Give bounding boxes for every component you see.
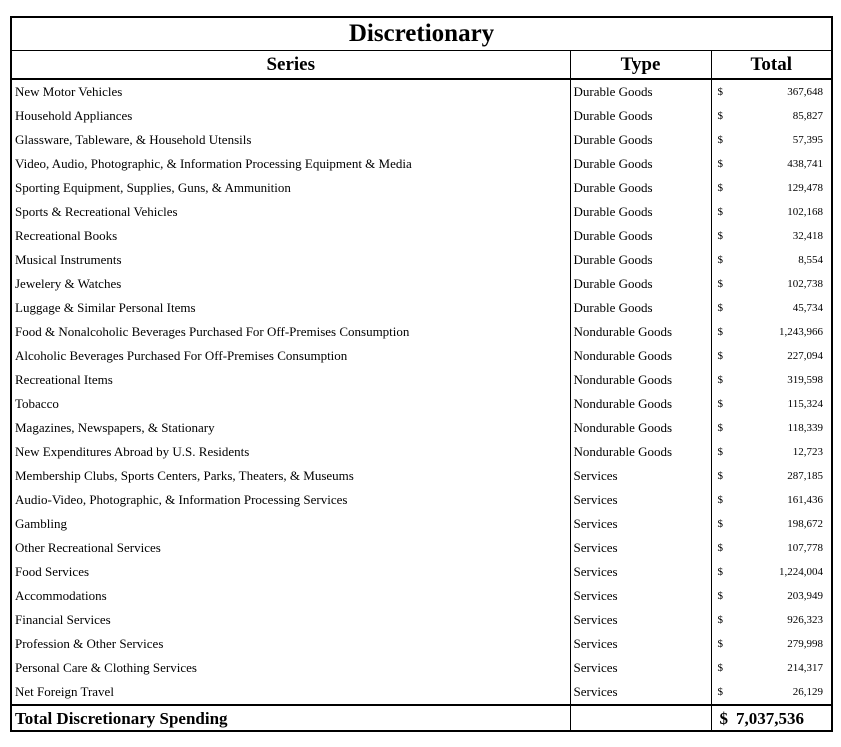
row-currency: $ [717,494,723,506]
table-row [12,536,831,560]
row-currency: $ [717,254,723,266]
table-title: Discretionary [12,18,831,51]
row-total: 319,598 [787,374,823,386]
row-series: Recreational Items [15,372,113,387]
header-total: Total [711,51,831,79]
table-row [12,320,831,344]
row-series: Musical Instruments [15,252,122,267]
row-currency: $ [717,566,723,578]
table-row [12,440,831,464]
row-total-cell [711,464,831,488]
table-row [12,392,831,416]
row-series: Personal Care & Clothing Services [15,660,197,675]
row-type: Durable Goods [570,200,711,224]
table-row [12,464,831,488]
row-type: Nondurable Goods [570,416,711,440]
table-row [12,272,831,296]
row-type: Services [570,560,711,584]
table-row [12,152,831,176]
row-total-cell [711,320,831,344]
table-body [12,79,831,705]
row-total: 161,436 [787,494,823,506]
row-series: Video, Audio, Photographic, & Information Processing Equipment & Media [15,156,412,171]
row-type: Nondurable Goods [570,440,711,464]
row-total: 107,778 [787,542,823,554]
table-row [12,680,831,705]
row-type: Durable Goods [570,128,711,152]
row-total-cell [711,272,831,296]
row-total: 85,827 [792,110,823,122]
row-currency: $ [717,686,723,698]
row-total: 1,224,004 [779,566,823,578]
table-row [12,176,831,200]
row-currency: $ [717,350,723,362]
row-total-cell [711,512,831,536]
table-row [12,200,831,224]
row-total: 26,129 [792,686,823,698]
row-currency: $ [717,398,723,410]
grand-total-row [12,705,831,732]
row-total: 32,418 [792,230,823,242]
row-total: 57,395 [792,134,823,146]
table-row [12,128,831,152]
row-currency: $ [717,302,723,314]
table-row [12,632,831,656]
row-total-cell [711,176,831,200]
row-type: Nondurable Goods [570,344,711,368]
header-type: Type [570,51,711,79]
table-row [12,416,831,440]
row-currency: $ [717,614,723,626]
row-type: Durable Goods [570,224,711,248]
header-series: Series [12,51,570,79]
row-currency: $ [717,470,723,482]
row-currency: $ [717,110,723,122]
table-row [12,79,831,104]
row-total: 227,094 [787,350,823,362]
row-total-cell [711,608,831,632]
row-currency: $ [717,326,723,338]
grand-total-currency: $ [719,709,728,728]
table-row [12,512,831,536]
row-total-cell [711,224,831,248]
row-series: Gambling [15,516,67,531]
row-total: 198,672 [787,518,823,530]
row-series: Jewelery & Watches [15,276,122,291]
row-series: New Motor Vehicles [15,84,123,99]
row-total-cell [711,344,831,368]
row-total: 1,243,966 [779,326,823,338]
row-currency: $ [717,662,723,674]
row-type: Nondurable Goods [570,368,711,392]
table-row [12,224,831,248]
row-series: Financial Services [15,612,111,627]
row-series: Recreational Books [15,228,118,243]
row-total-cell [711,632,831,656]
row-total: 279,998 [787,638,823,650]
row-total-cell [711,248,831,272]
table-row [12,560,831,584]
row-series: Food Services [15,564,90,579]
row-series: Food & Nonalcoholic Beverages Purchased For Off-Premises Consumption [15,324,410,339]
row-total-cell [711,152,831,176]
row-type: Durable Goods [570,104,711,128]
row-total-cell [711,128,831,152]
row-type: Services [570,656,711,680]
row-currency: $ [717,206,723,218]
row-currency: $ [717,422,723,434]
row-total: 45,734 [792,302,823,314]
row-series: Other Recreational Services [15,540,161,555]
row-type: Durable Goods [570,79,711,104]
row-total: 367,648 [787,86,823,98]
row-series: Household Appliances [15,108,133,123]
row-type: Durable Goods [570,272,711,296]
row-currency: $ [717,446,723,458]
row-type: Services [570,632,711,656]
row-series: Sporting Equipment, Supplies, Guns, & Ammunition [15,180,291,195]
grand-total-cell [711,705,831,732]
table-row [12,248,831,272]
row-series: Sports & Recreational Vehicles [15,204,178,219]
row-type: Services [570,488,711,512]
header-row [12,51,831,79]
row-currency: $ [717,158,723,170]
row-currency: $ [717,590,723,602]
row-total: 203,949 [787,590,823,602]
row-currency: $ [717,182,723,194]
row-type: Durable Goods [570,296,711,320]
row-total-cell [711,200,831,224]
row-series: Alcoholic Beverages Purchased For Off-Premises Consumption [15,348,348,363]
row-currency: $ [717,134,723,146]
row-total: 287,185 [787,470,823,482]
row-series: Glassware, Tableware, & Household Utensils [15,132,252,147]
row-series: New Expenditures Abroad by U.S. Residents [15,444,250,459]
row-series: Membership Clubs, Sports Centers, Parks, Theaters, & Museums [15,468,354,483]
row-type: Nondurable Goods [570,320,711,344]
row-total: 12,723 [792,446,823,458]
row-type: Nondurable Goods [570,392,711,416]
row-total-cell [711,656,831,680]
row-type: Services [570,608,711,632]
row-type: Services [570,536,711,560]
row-total-cell [711,440,831,464]
row-total-cell [711,296,831,320]
grand-total-type-cell [570,705,711,732]
row-series: Tobacco [15,396,59,411]
row-series: Net Foreign Travel [15,684,114,699]
row-total-cell [711,392,831,416]
row-currency: $ [717,278,723,290]
row-type: Durable Goods [570,248,711,272]
table-row [12,656,831,680]
row-total: 129,478 [787,182,823,194]
table-row [12,488,831,512]
row-total: 118,339 [787,422,823,434]
row-series: Luggage & Similar Personal Items [15,300,196,315]
row-total-cell [711,104,831,128]
row-series: Audio-Video, Photographic, & Information Processing Services [15,492,348,507]
row-total: 8,554 [798,254,823,266]
row-total-cell [711,560,831,584]
row-total-cell [711,488,831,512]
table-row [12,104,831,128]
row-currency: $ [717,230,723,242]
row-total-cell [711,680,831,705]
row-type: Durable Goods [570,152,711,176]
grand-total-value: 7,037,536 [736,709,804,728]
row-total: 102,738 [787,278,823,290]
row-type: Services [570,512,711,536]
row-series: Magazines, Newspapers, & Stationary [15,420,215,435]
row-type: Services [570,584,711,608]
row-total: 115,324 [787,398,823,410]
row-currency: $ [717,518,723,530]
row-currency: $ [717,374,723,386]
row-total-cell [711,536,831,560]
row-series: Accommodations [15,588,107,603]
table-row [12,368,831,392]
row-type: Services [570,680,711,705]
discretionary-table [10,16,833,732]
row-currency: $ [717,86,723,98]
row-currency: $ [717,638,723,650]
row-total: 102,168 [787,206,823,218]
row-total: 214,317 [787,662,823,674]
table-row [12,584,831,608]
table-row [12,608,831,632]
row-total: 438,741 [787,158,823,170]
row-type: Durable Goods [570,176,711,200]
row-total-cell [711,416,831,440]
row-total-cell [711,79,831,104]
grand-total-label: Total Discretionary Spending [12,705,570,732]
row-currency: $ [717,542,723,554]
spending-table [12,51,831,732]
table-row [12,296,831,320]
table-row [12,344,831,368]
row-series: Profession & Other Services [15,636,164,651]
row-type: Services [570,464,711,488]
row-total: 926,323 [787,614,823,626]
row-total-cell [711,368,831,392]
row-total-cell [711,584,831,608]
